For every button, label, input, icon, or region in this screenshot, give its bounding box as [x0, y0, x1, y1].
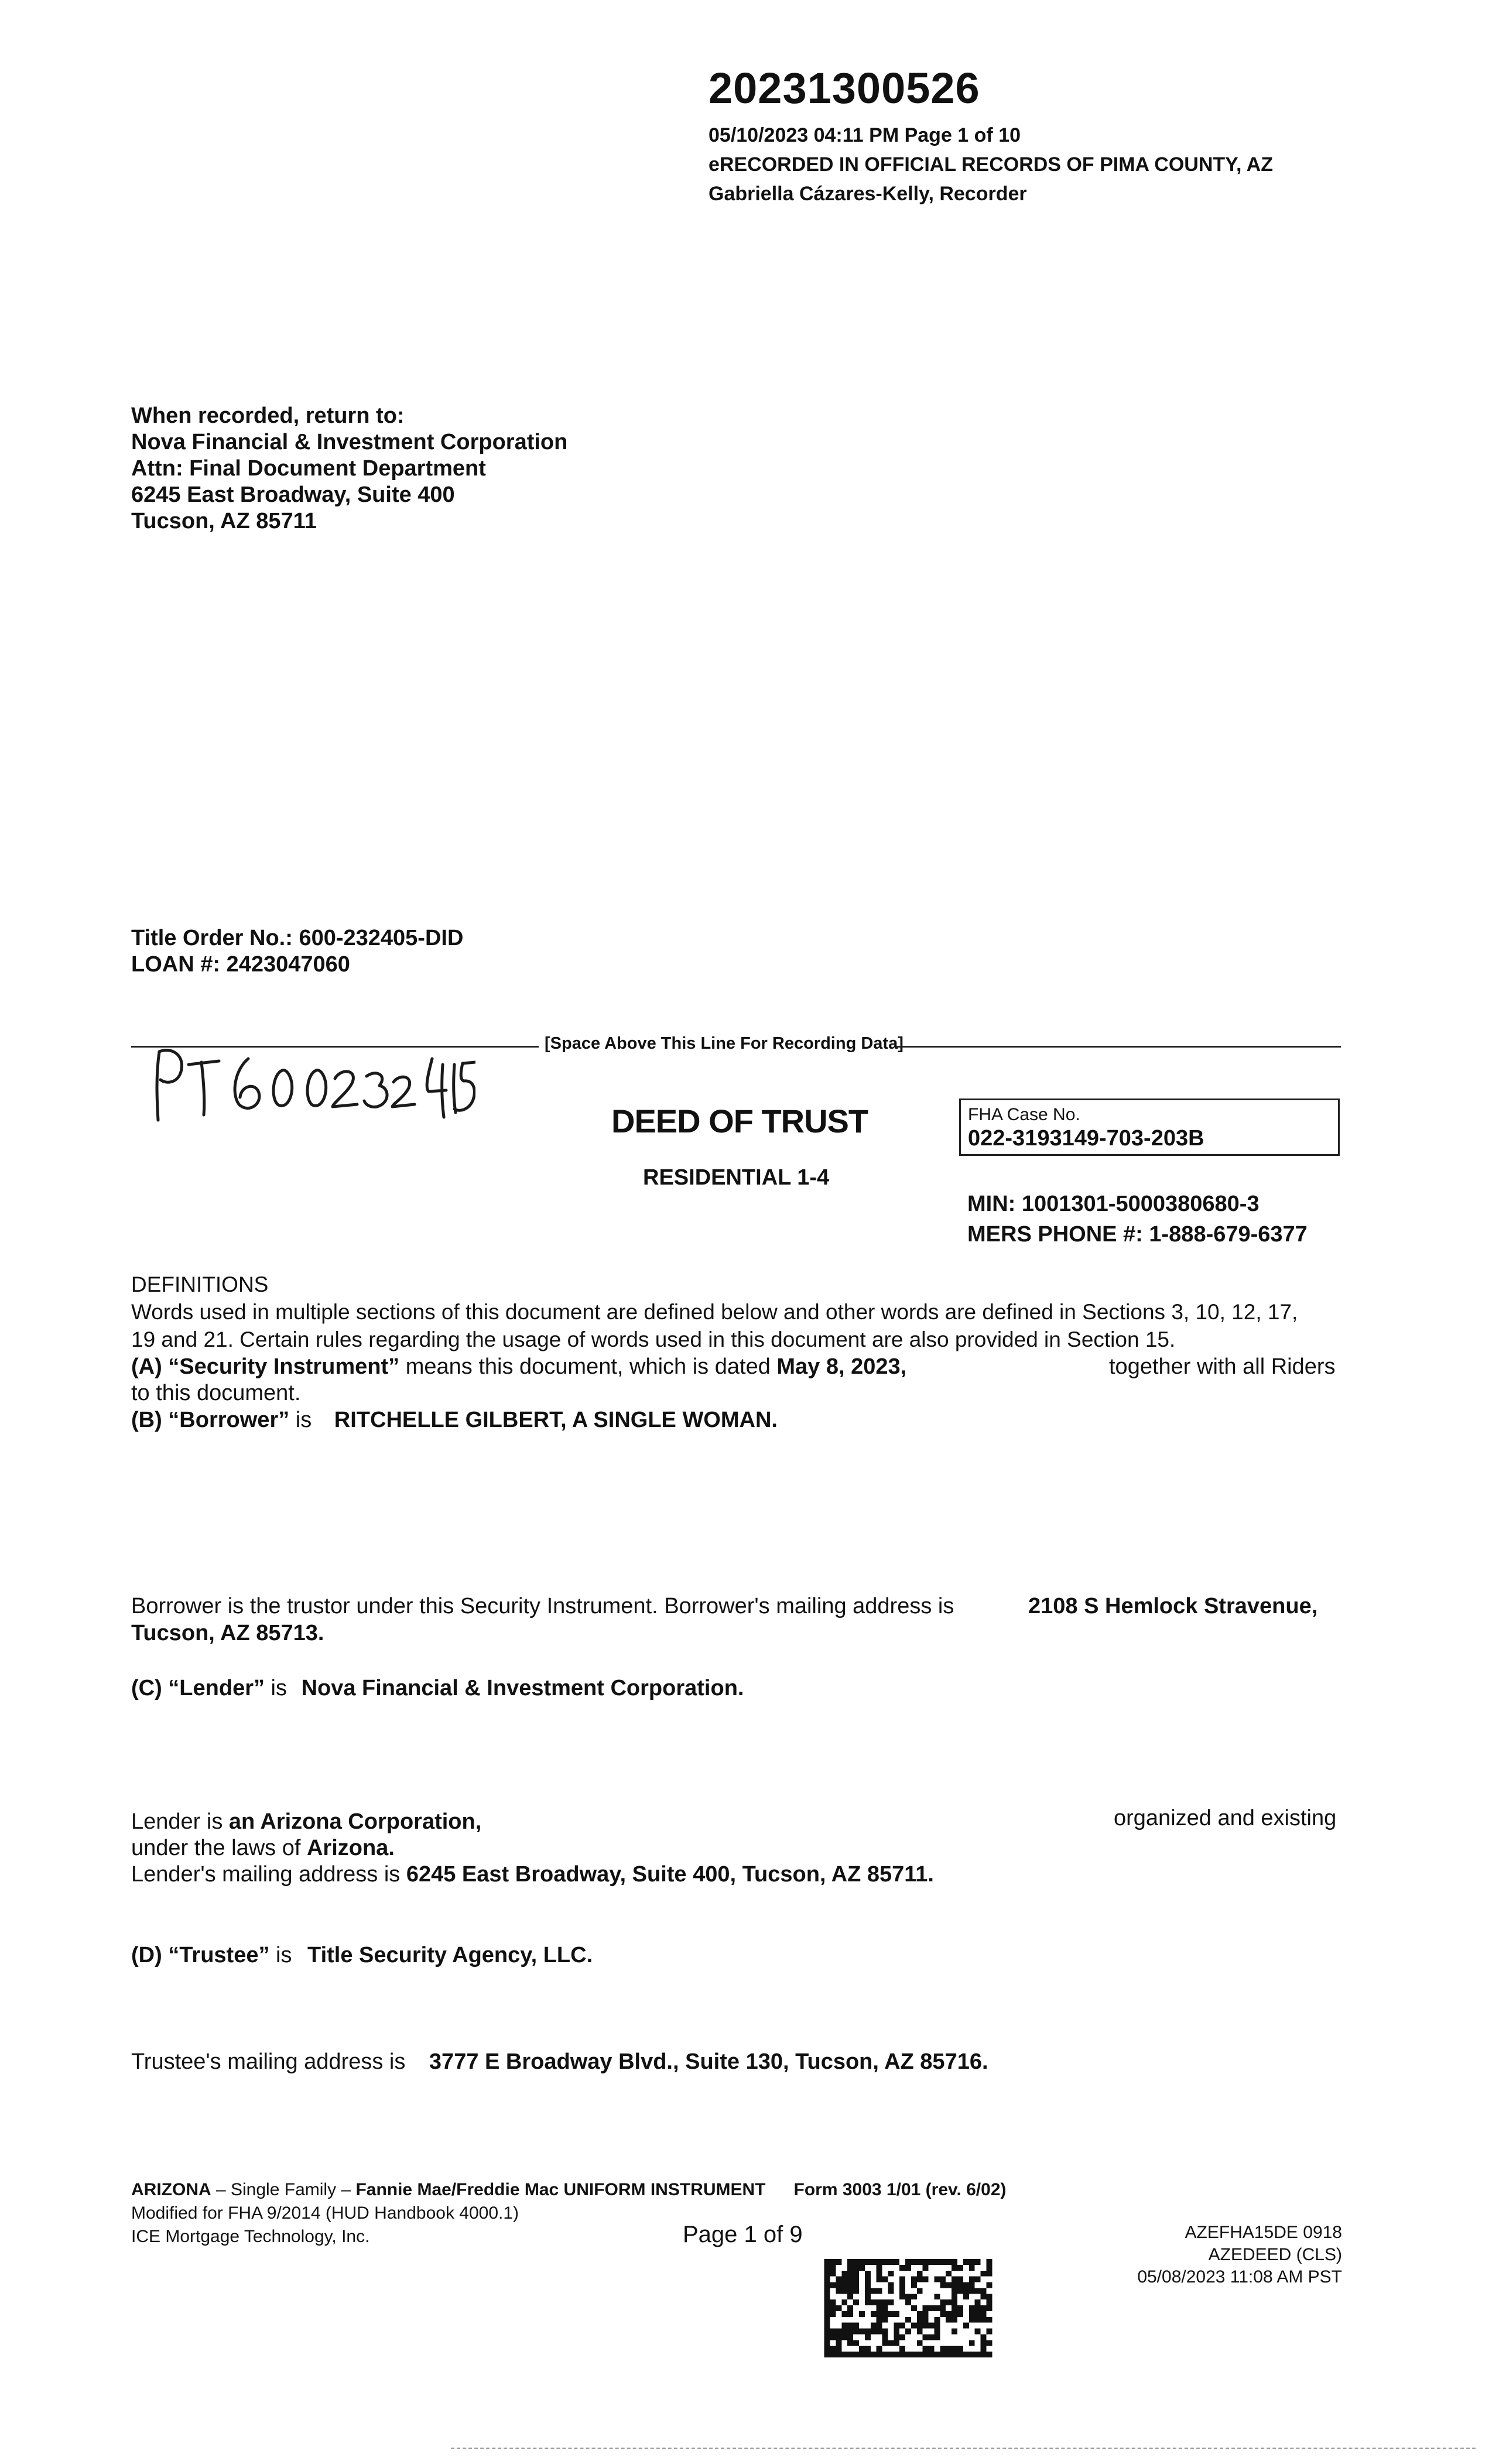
definitions-intro-1: Words used in multiple sections of this document are defined below and other words are defined in Sections 3, 10, 12, 17, — [131, 1300, 1298, 1324]
footer-form-number: Form 3003 1/01 (rev. 6/02) — [793, 2180, 1007, 2199]
return-attn: Attn: Final Document Department — [131, 456, 486, 481]
footer-code-3: 05/08/2023 11:08 AM PST — [1137, 2267, 1342, 2287]
footer-codes — [1077, 2222, 1342, 2288]
lender-mailing-line — [131, 1861, 934, 1888]
definition-a-date: May 8, 2023, — [776, 1354, 907, 1379]
under-laws-text: under the laws of — [131, 1836, 307, 1860]
fha-case-label: FHA Case No. — [968, 1105, 1080, 1124]
lender-is-text: Lender is — [131, 1809, 229, 1834]
trustee-mailing-text: Trustee's mailing address is — [131, 2049, 412, 2074]
title-order-number: Title Order No.: 600-232405-DID — [131, 926, 464, 950]
space-above-label: [Space Above This Line For Recording Data] — [545, 1034, 903, 1053]
recording-datetime: 05/10/2023 04:11 PM Page 1 of 10 — [709, 124, 1021, 146]
definitions-heading: DEFINITIONS — [131, 1272, 269, 1296]
footer-instrument: Fannie Mae/Freddie Mac UNIFORM INSTRUMENT — [355, 2180, 766, 2199]
lender-address: 6245 East Broadway, Suite 400, Tucson, AZ 85711. — [406, 1862, 934, 1887]
recording-number: 20231300526 — [709, 64, 980, 112]
lender-laws-line — [131, 1835, 395, 1862]
min-number: MIN: 1001301-5000380680-3 — [967, 1192, 1260, 1216]
footer-line-1 — [131, 2178, 1007, 2202]
definition-a-riders: together with all Riders — [1109, 1354, 1336, 1379]
trustee-address: 3777 E Broadway Blvd., Suite 130, Tucson, AZ 85716. — [429, 2049, 988, 2074]
mers-phone: MERS PHONE #: 1-888-679-6377 — [967, 1222, 1308, 1247]
document-title: DEED OF TRUST — [611, 1103, 868, 1139]
recording-erecorded: eRECORDED IN OFFICIAL RECORDS OF PIMA COUNTY, AZ — [709, 153, 1274, 176]
lender-is-line — [131, 1808, 481, 1836]
fha-case-box — [959, 1098, 1340, 1156]
title-order-block — [131, 925, 463, 978]
definition-a-text: means this document, which is dated — [399, 1354, 777, 1379]
trustee-mailing-line — [131, 2048, 988, 2076]
borrower-trustor-text: Borrower is the trustor under this Security Instrument. Borrower's mailing address is — [131, 1594, 954, 1618]
definitions-intro-2: 19 and 21. Certain rules regarding the usage of words used in this document are also provided in Section 15. — [131, 1327, 1176, 1351]
footer-page-number: Page 1 of 9 — [683, 2222, 803, 2247]
laws-state: Arizona. — [306, 1836, 395, 1860]
footer-form-info — [131, 2178, 1007, 2249]
definition-b-is: is — [289, 1408, 318, 1432]
borrower-name: RITCHELLE GILBERT, A SINGLE WOMAN. — [334, 1408, 778, 1432]
footer-line-2: Modified for FHA 9/2014 (HUD Handbook 4000.1) — [131, 2203, 519, 2223]
return-address-block — [131, 403, 567, 535]
lender-type: an Arizona Corporation, — [228, 1809, 482, 1834]
loan-number: LOAN #: 2423047060 — [131, 952, 350, 977]
footer-code-2: AZEDEED (CLS) — [1208, 2245, 1342, 2264]
definition-b — [131, 1406, 778, 1434]
footer-code-1: AZEFHA15DE 0918 — [1185, 2223, 1342, 2242]
borrower-address-2: Tucson, AZ 85713. — [131, 1621, 324, 1645]
lender-organized: organized and existing — [1114, 1806, 1337, 1830]
definition-c-is: is — [265, 1676, 293, 1700]
definition-d-label: (D) “Trustee” — [131, 1943, 270, 1967]
definition-d-is: is — [269, 1943, 299, 1967]
document-subtitle: RESIDENTIAL 1-4 — [643, 1165, 830, 1190]
definition-b-label: (B) “Borrower” — [131, 1408, 290, 1432]
definition-a-cont: to this document. — [131, 1381, 301, 1405]
recording-stamp — [709, 121, 1273, 208]
barcode-2d — [823, 2259, 993, 2357]
page-edge-line — [451, 2448, 1476, 2449]
footer-family: – Single Family – — [211, 2180, 356, 2199]
definition-d — [131, 1942, 593, 1969]
return-street: 6245 East Broadway, Suite 400 — [131, 482, 455, 507]
definition-a — [131, 1353, 906, 1381]
footer-state: ARIZONA — [131, 2180, 211, 2199]
handwritten-note — [148, 1041, 475, 1129]
borrower-address-1: 2108 S Hemlock Stravenue, — [1028, 1594, 1318, 1618]
return-company: Nova Financial & Investment Corporation — [131, 430, 568, 454]
recording-divider-right — [896, 1046, 1341, 1048]
min-block — [967, 1189, 1308, 1250]
lender-mailing-text: Lender's mailing address is — [131, 1862, 406, 1887]
return-heading: When recorded, return to: — [131, 403, 405, 428]
trustee-name: Title Security Agency, LLC. — [307, 1943, 593, 1967]
lender-name: Nova Financial & Investment Corporation. — [301, 1676, 744, 1700]
fha-case-number: 022-3193149-703-203B — [968, 1126, 1204, 1151]
definition-a-label: (A) “Security Instrument” — [131, 1354, 400, 1379]
recording-recorder: Gabriella Cázares-Kelly, Recorder — [709, 183, 1027, 205]
definitions-section — [131, 1271, 1343, 1353]
definition-c-label: (C) “Lender” — [131, 1676, 265, 1700]
definition-c — [131, 1675, 744, 1702]
return-city: Tucson, AZ 85711 — [131, 509, 317, 533]
footer-line-3: ICE Mortgage Technology, Inc. — [131, 2227, 370, 2246]
